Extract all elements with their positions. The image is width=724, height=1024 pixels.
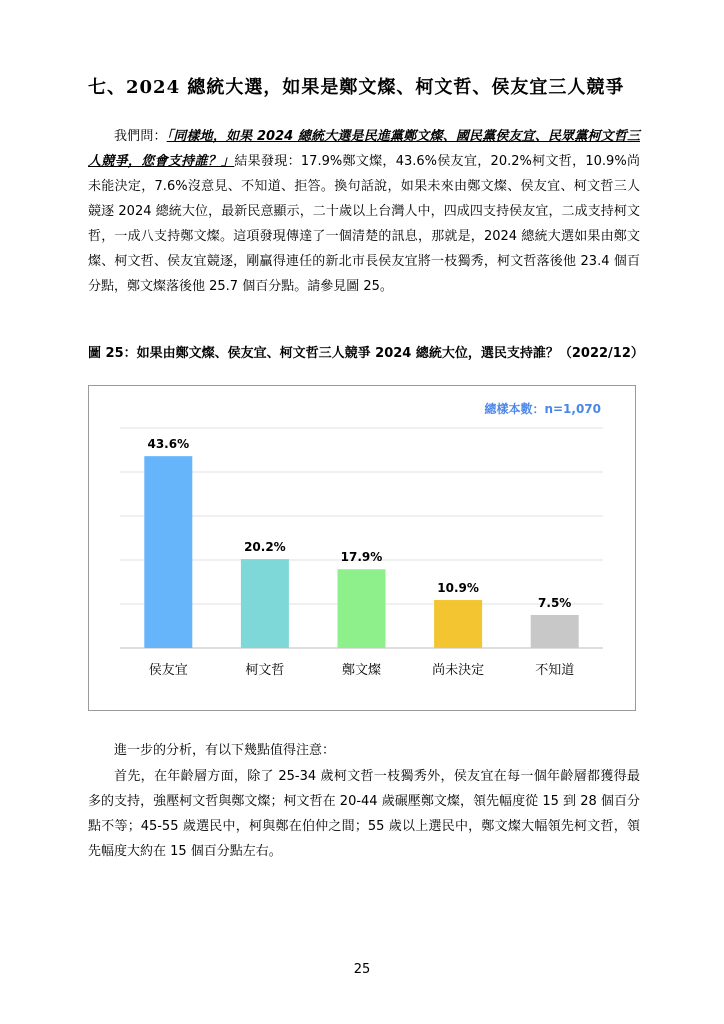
- bar-3: [338, 569, 386, 648]
- bar-5: [531, 615, 579, 648]
- survey-question: 「同樣地，如果 2024 總統大選是民進黨鄭文燦、國民黨侯友宜、民眾黨柯文哲三人競爭，您會支持誰？」: [88, 129, 640, 169]
- section-heading: 七、2024 總統大選，如果是鄭文燦、柯文哲、侯友宜三人競爭: [88, 77, 625, 98]
- category-label: 鄭文燦: [341, 663, 382, 678]
- bar-4: [434, 600, 482, 648]
- data-label: 43.6%: [147, 437, 190, 452]
- figure-title: 圖 25：如果由鄭文燦、侯友宜、柯文哲三人競爭 2024 總統大位，選民支持誰？（2022/12）: [88, 346, 644, 361]
- data-label: 7.5%: [538, 596, 572, 610]
- chart-container: [88, 385, 636, 711]
- category-label: 侯友宜: [148, 663, 188, 678]
- data-label: 10.9%: [437, 581, 479, 596]
- followup-intro: 進一步的分析，有以下幾點值得注意：: [114, 743, 336, 758]
- data-label: 17.9%: [340, 550, 383, 565]
- sample-size-note: 總樣本數：n=1,070: [484, 402, 601, 416]
- bar-2: [241, 559, 289, 648]
- bar-1: [144, 456, 192, 648]
- intro-paragraph: [88, 124, 640, 299]
- page-number: 25: [353, 962, 371, 977]
- bar-chart: [89, 386, 635, 710]
- intro-lead: 我們問：: [114, 129, 167, 144]
- data-label: 20.2%: [244, 540, 286, 555]
- category-label: 不知道: [535, 663, 575, 678]
- followup-paragraph: 首先，在年齡層方面，除了 25-34 歲柯文哲一枝獨秀外，侯友宜在每一個年齡層都獲得最多的支持，強壓柯文哲與鄭文燦；柯文哲在 20-44 歲碾壓鄭文燦，領先幅度從 15 到 28 個百分點不等；45-55 歲選民中，柯與鄭在伯仲之間；55 歲以上選民中，鄭文燦大幅領先柯文哲，領先幅度大約在 15 個百分點左右。: [88, 769, 640, 859]
- category-label: 柯文哲: [245, 663, 285, 678]
- intro-body: 結果發現：17.9%鄭文燦，43.6%侯友宜，20.2%柯文哲，10.9%尚未能決定，7.6%沒意見、不知道、拒答。換句話說，如果未來由鄭文燦、侯友宜、柯文哲三人競逐 2024 總統大位，最新民意顯示，二十歲以上台灣人中，四成四支持侯友宜，二成支持柯文哲，一成八支持鄭文燦。這項發現傳達了一個清楚的訊息，那就是，2024 總統大選如果由鄭文燦、柯文哲、侯友宜競逐，剛贏得連任的新北市長侯友宜將一枝獨秀，柯文哲落後他 23.4 個百分點，鄭文燦落後他 25.7 個百分點。請參見圖 25。: [88, 154, 640, 294]
- category-label: 尚未決定: [432, 663, 485, 678]
